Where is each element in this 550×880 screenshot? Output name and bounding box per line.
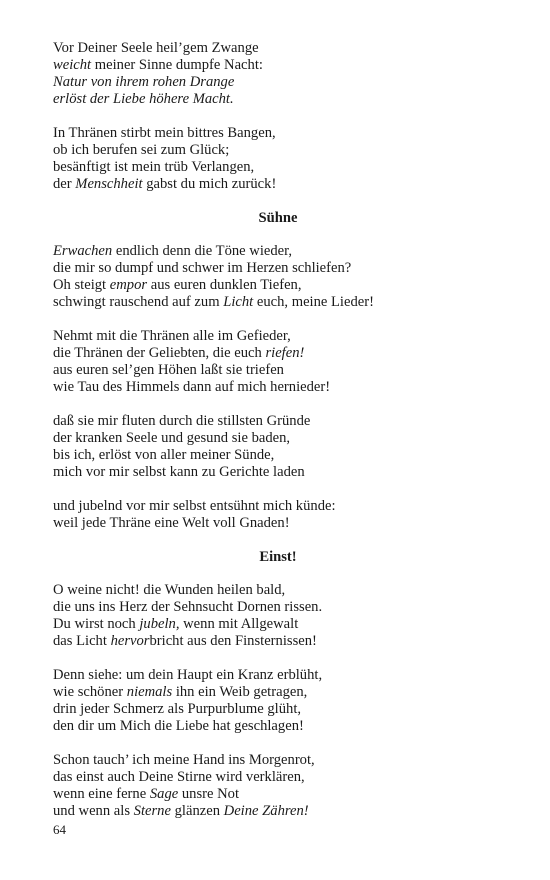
verse-text: das Licht — [53, 633, 111, 649]
verse-line — [53, 413, 503, 430]
verse-line — [53, 582, 503, 599]
verse-line — [53, 633, 503, 650]
verse-line — [53, 142, 503, 159]
verse-text: O weine nicht! die Wunden heilen bald, — [53, 582, 286, 598]
verse-line — [53, 260, 503, 277]
verse-text: Nehmt mit die Thränen alle im Gefieder, — [53, 328, 291, 344]
emphasized-text: Erwachen — [53, 243, 113, 259]
emphasized-text: Sage — [149, 786, 179, 802]
verse-text: besänftigt ist mein trüb Verlangen, — [53, 159, 255, 175]
poem-content — [53, 40, 503, 837]
emphasized-text: hervor — [110, 633, 150, 649]
verse-text: aus euren sel’gen Höhen laßt sie triefen — [53, 362, 284, 378]
page-number: 64 — [53, 822, 66, 837]
verse-line — [53, 176, 503, 193]
verse-line — [53, 464, 503, 481]
verse-text: bis ich, erlöst von aller meiner Sünde, — [53, 447, 275, 463]
verse-text: wie Tau des Himmels dann auf mich hernieder! — [53, 379, 331, 395]
stanza — [53, 498, 503, 532]
stanza — [53, 243, 503, 311]
verse-text: und wenn als — [53, 803, 134, 819]
verse-text: Du wirst noch — [53, 616, 140, 632]
emphasized-text: Licht — [223, 294, 254, 310]
verse-line — [53, 57, 503, 74]
emphasized-text: erlöst der Liebe höhere Macht. — [53, 91, 234, 107]
verse-line — [53, 599, 503, 616]
verse-line — [53, 803, 503, 820]
emphasized-text: Deine Zähren! — [223, 803, 309, 819]
verse-text: weil jede Thräne eine Welt voll Gnaden! — [53, 515, 290, 531]
emphasized-text: Menschheit — [75, 176, 143, 192]
verse-text: daß sie mir fluten durch die stillsten Gründe — [53, 413, 311, 429]
verse-line — [53, 125, 503, 142]
verse-text: wenn eine ferne — [53, 786, 150, 802]
verse-line — [53, 362, 503, 379]
verse-line — [53, 786, 503, 803]
verse-text: glänzen — [170, 803, 224, 819]
emphasized-text: jubeln, — [139, 616, 180, 632]
verse-text: ihn ein Weib getragen, — [172, 684, 308, 700]
verse-text: bricht aus den Finsternissen! — [149, 633, 317, 649]
verse-text: mich vor mir selbst kann zu Gerichte laden — [53, 464, 305, 480]
verse-text: meiner Sinne dumpfe Nacht: — [91, 57, 263, 73]
verse-line — [53, 447, 503, 464]
stanza — [53, 40, 503, 108]
emphasized-text: empor — [109, 277, 148, 293]
verse-line — [53, 667, 503, 684]
verse-line — [53, 701, 503, 718]
verse-text: die uns ins Herz der Sehnsucht Dornen rissen. — [53, 599, 323, 615]
verse-text: und jubelnd vor mir selbst entsühnt mich künde: — [53, 498, 336, 514]
verse-text: endlich denn die Töne wieder, — [112, 243, 293, 259]
verse-text: die Thränen der Geliebten, die euch — [53, 345, 266, 361]
poem-section — [53, 40, 503, 193]
verse-text: den dir um Mich die Liebe hat geschlagen! — [53, 718, 304, 734]
verse-text: wie schöner — [53, 684, 127, 700]
verse-line — [53, 498, 503, 515]
verse-text: euch, meine Lieder! — [253, 294, 374, 310]
verse-line — [53, 616, 503, 633]
stanza — [53, 752, 503, 820]
verse-line — [53, 752, 503, 769]
stanza — [53, 328, 503, 396]
emphasized-text: Natur von ihrem rohen Drange — [53, 74, 235, 90]
verse-text: der — [53, 176, 76, 192]
verse-text: In Thränen stirbt mein bittres Bangen, — [53, 125, 276, 141]
verse-line — [53, 74, 503, 91]
verse-line — [53, 159, 503, 176]
verse-line — [53, 91, 503, 108]
poem-section — [53, 549, 503, 820]
emphasized-text: Sterne — [133, 803, 171, 819]
verse-text: Denn siehe: um dein Haupt ein Kranz erblüht, — [53, 667, 323, 683]
verse-line — [53, 243, 503, 260]
verse-text: wenn mit Allgewalt — [179, 616, 299, 632]
poem-title: Einst! — [259, 549, 297, 565]
emphasized-text: niemals — [126, 684, 173, 700]
poem-section — [53, 210, 503, 532]
stanza — [53, 413, 503, 481]
verse-line — [53, 345, 503, 362]
verse-line — [53, 769, 503, 786]
verse-line — [53, 379, 503, 396]
verse-text: gabst du mich zurück! — [142, 176, 277, 192]
stanza — [53, 125, 503, 193]
verse-line — [53, 328, 503, 345]
stanza — [53, 582, 503, 650]
verse-line — [53, 277, 503, 294]
verse-line — [53, 515, 503, 532]
verse-text: drin jeder Schmerz als Purpurblume glüht, — [53, 701, 302, 717]
verse-text: unsre Not — [178, 786, 240, 802]
emphasized-text: weicht — [53, 57, 92, 73]
verse-text: ob ich berufen sei zum Glück; — [53, 142, 230, 158]
verse-text: das einst auch Deine Stirne wird verklären, — [53, 769, 305, 785]
verse-text: Schon tauch’ ich meine Hand ins Morgenrot, — [53, 752, 315, 768]
verse-line — [53, 430, 503, 447]
stanza — [53, 667, 503, 735]
verse-text: schwingt rauschend auf zum — [53, 294, 224, 310]
verse-text: aus euren dunklen Tiefen, — [147, 277, 302, 293]
verse-line — [53, 718, 503, 735]
verse-text: der kranken Seele und gesund sie baden, — [53, 430, 291, 446]
emphasized-text: riefen! — [265, 345, 305, 361]
verse-text: Oh steigt — [53, 277, 110, 293]
verse-text: die mir so dumpf und schwer im Herzen schliefen? — [53, 260, 352, 276]
verse-line — [53, 294, 503, 311]
poem-title: Sühne — [258, 210, 298, 226]
verse-text: Vor Deiner Seele heil’gem Zwange — [53, 40, 259, 56]
verse-line — [53, 40, 503, 57]
verse-line — [53, 684, 503, 701]
